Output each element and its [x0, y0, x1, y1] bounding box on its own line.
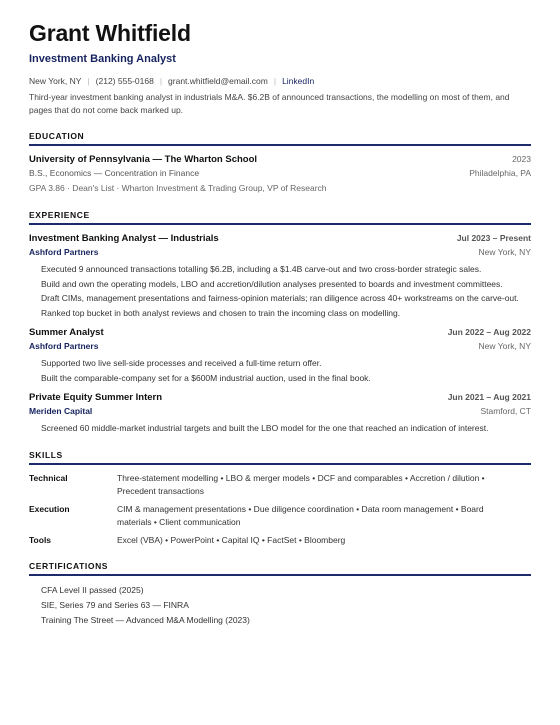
bullet-item: Screened 60 middle-market industrial targets and built the LBO model for the one that reached an indication of interest. [41, 423, 489, 433]
section-divider [29, 223, 531, 225]
job-title-row [29, 391, 531, 404]
certifications-section [29, 560, 531, 628]
job-dates: Jul 2023 – Present [456, 233, 531, 243]
skill-row [29, 534, 531, 548]
candidate-name: Grant Whitfield [29, 20, 191, 46]
section-divider [29, 574, 531, 576]
candidate-headline: Investment Banking Analyst [29, 53, 176, 65]
school-name: University of Pennsylvania — The Wharton School [29, 154, 258, 165]
job-location: New York, NY [478, 247, 531, 257]
education-row-2 [29, 166, 531, 180]
section-divider [29, 463, 531, 465]
skills-section [29, 449, 531, 548]
contact-separator: | [273, 76, 277, 86]
education-details: GPA 3.86 · Dean's List · Wharton Investment & Trading Group, VP of Research [29, 183, 327, 193]
contact-email[interactable]: grant.whitfield@email.com [168, 76, 268, 86]
contact-separator: | [159, 76, 163, 86]
experience-entry [29, 326, 531, 385]
certification-item: Training The Street — Advanced M&A Modelling (2023) [41, 615, 250, 625]
contact-phone: (212) 555-0168 [95, 76, 154, 86]
contact-location: New York, NY [29, 76, 82, 86]
skill-row [29, 472, 531, 499]
graduation-year: 2023 [512, 154, 531, 164]
skill-row [29, 503, 531, 530]
job-location: New York, NY [478, 341, 531, 351]
bullet-item: Supported two live sell-side processes and received a full-time return offer. [41, 358, 322, 368]
education-row-1 [29, 153, 531, 166]
certification-item: CFA Level II passed (2025) [41, 585, 144, 595]
linkedin-link[interactable]: LinkedIn [282, 76, 315, 86]
section-title: EXPERIENCE [29, 210, 90, 220]
school-location: Philadelphia, PA [469, 168, 531, 178]
job-company: Ashford Partners [29, 247, 99, 257]
job-location: Stamford, CT [480, 406, 531, 416]
skill-category: Execution [29, 503, 70, 514]
experience-section [29, 209, 531, 436]
job-role: Investment Banking Analyst — Industrials [29, 233, 219, 244]
experience-entry [29, 391, 531, 436]
section-title: CERTIFICATIONS [29, 561, 109, 571]
job-dates: Jun 2021 – Aug 2021 [447, 392, 531, 402]
job-role: Summer Analyst [29, 327, 104, 338]
job-title-row [29, 232, 531, 245]
section-divider [29, 144, 531, 146]
skill-category: Technical [29, 472, 68, 483]
certification-item: SIE, Series 79 and Series 63 — FINRA [41, 600, 189, 610]
job-company-row [29, 339, 531, 353]
job-company-row [29, 245, 531, 259]
job-bullets [29, 262, 531, 320]
section-title: SKILLS [29, 449, 63, 460]
skill-list: Excel (VBA) • PowerPoint • Capital IQ • FactSet • Bloomberg [117, 534, 346, 545]
skill-list: CIM & management presentations • Due diligence coordination • Data room management • Board materials • Client communication [117, 503, 484, 527]
resume-header [29, 20, 531, 117]
skill-list: Three-statement modelling • LBO & merger models • DCF and comparables • Accretion / dilution • Precedent transactions [117, 472, 485, 496]
contact-separator: | [87, 76, 90, 86]
job-company-row [29, 404, 531, 418]
job-company: Ashford Partners [29, 341, 99, 351]
experience-entry [29, 232, 531, 320]
job-company: Meriden Capital [29, 406, 93, 416]
certification-list [29, 583, 531, 628]
job-title-row [29, 326, 531, 339]
bullet-item: Draft CIMs, management presentations and fairness-opinion materials; ran diligence across 40+ workstreams on the carve-out. [41, 293, 519, 303]
bullet-item: Built the comparable-company set for a $600M industrial auction, used in the final book. [41, 372, 371, 383]
contact-line [29, 75, 531, 87]
degree: B.S., Economics — Concentration in Finance [29, 168, 200, 178]
bullet-item: Build and own the operating models, LBO and accretion/dilution analyses presented to boards and investment committees. [41, 278, 503, 289]
job-bullets [29, 421, 531, 436]
section-title: EDUCATION [29, 131, 85, 141]
skill-category: Tools [29, 534, 52, 545]
education-section [29, 130, 531, 196]
summary-text: Third-year investment banking analyst in industrials M&A. $6.2B of announced transactions, the modelling on most of them, and pages that do not come back marked up. [29, 92, 510, 115]
bullet-item: Ranked top bucket in both analyst reviews and chosen to train the incoming class on modelling. [41, 307, 401, 318]
bullet-item: Executed 9 announced transactions totalling $6.2B, including a $1.4B carve-out and two cross-border strategic sales. [41, 264, 482, 274]
job-bullets [29, 356, 531, 385]
job-dates: Jun 2022 – Aug 2022 [447, 327, 531, 337]
job-role: Private Equity Summer Intern [29, 392, 163, 403]
